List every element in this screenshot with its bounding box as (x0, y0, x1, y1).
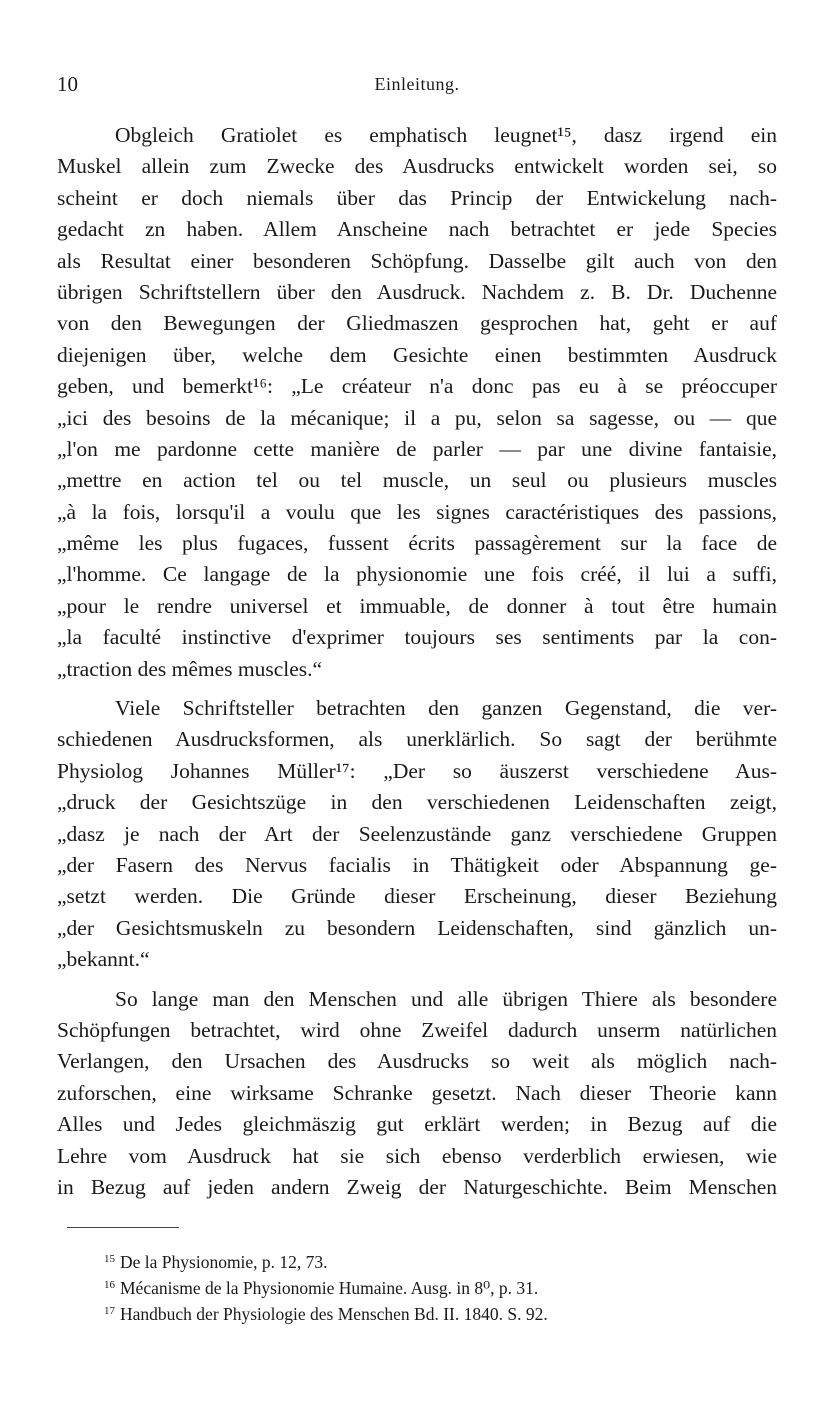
text-line: „traction des mêmes muscles.“ (57, 656, 323, 681)
running-title: Einleitung. (374, 74, 460, 94)
page-number: 10 (57, 72, 78, 96)
footnote-text: Mécanisme de la Physionomie Humaine. Ausg. in 8⁰, p. 31. (120, 1278, 539, 1298)
text-line: „der Gesichtsmuskeln zu besondern Leidenschaften, sind gänzlich un- (57, 915, 777, 940)
text-line: geben, und bemerkt¹⁶: „Le créateur n'a donc pas eu à se préoccuper (57, 374, 777, 399)
text-line: zuforschen, eine wirksame Schranke gesetzt. Nach dieser Theorie kann (57, 1080, 777, 1105)
text-line: Lehre vom Ausdruck hat sie sich ebenso verderblich erwiesen, wie (57, 1143, 777, 1168)
text-line: „à la fois, lorsqu'il a voulu que les signes caractéristiques des passions, (57, 499, 777, 524)
footnote-text: Handbuch der Physiologie des Menschen Bd. II. 1840. S. 92. (120, 1304, 548, 1324)
text-line: in Bezug auf jeden andern Zweig der Naturgeschichte. Beim Menschen (57, 1174, 777, 1199)
footnote-mark: 17 (104, 1305, 115, 1317)
footnotes (104, 1246, 744, 1324)
text-line: Verlangen, den Ursachen des Ausdrucks so weit als möglich nach- (57, 1049, 777, 1074)
footnote (104, 1272, 744, 1298)
paragraph-3 (57, 984, 777, 1204)
running-head (57, 72, 777, 102)
text-line: „setzt werden. Die Gründe dieser Erscheinung, dieser Beziehung (57, 884, 777, 909)
text-line: Physiolog Johannes Müller¹⁷: „Der so äuszerst verschiedene Aus- (57, 758, 777, 783)
footnote-text: De la Physionomie, p. 12, 73. (120, 1252, 328, 1272)
text-line: Alles und Jedes gleichmäszig gut erklärt werden; in Bezug auf die (57, 1112, 777, 1137)
text-line: „druck der Gesichtszüge in den verschiedenen Leidenschaften zeigt, (57, 790, 777, 815)
text-line: „la faculté instinctive d'exprimer toujours ses sentiments par la con- (57, 625, 777, 650)
text-line: als Resultat einer besonderen Schöpfung. Dasselbe gilt auch von den (57, 248, 777, 273)
footnote-mark: 15 (104, 1253, 115, 1265)
text-line: „pour le rendre universel et immuable, de donner à tout être humain (57, 593, 777, 618)
footnote-mark: 16 (104, 1279, 115, 1291)
text-line: diejenigen über, welche dem Gesichte einen bestimmten Ausdruck (57, 342, 777, 367)
body-text (57, 120, 777, 1203)
text-line: Obgleich Gratiolet es emphatisch leugnet¹⁵, dasz irgend ein (115, 123, 777, 147)
text-line: „même les plus fugaces, fussent écrits passagèrement sur la face de (57, 531, 777, 556)
text-line: „ici des besoins de la mécanique; il a pu, selon sa sagesse, ou — que (57, 405, 777, 430)
text-line: Schöpfungen betrachtet, wird ohne Zweifel dadurch unserm natürlichen (57, 1017, 777, 1042)
paragraph-1 (57, 120, 777, 685)
text-line: übrigen Schriftstellern über den Ausdruck. Nachdem z. B. Dr. Duchenne (57, 279, 777, 304)
footnote (104, 1246, 744, 1272)
text-line: „l'on me pardonne cette manière de parler — par une divine fantaisie, (57, 436, 777, 461)
text-line: „dasz je nach der Art der Seelenzustände ganz verschiedene Gruppen (57, 821, 777, 846)
text-line: Viele Schriftsteller betrachten den ganzen Gegenstand, die ver- (115, 696, 777, 721)
footnote-divider (67, 1227, 179, 1228)
footnote (104, 1298, 744, 1324)
text-line: „l'homme. Ce langage de la physionomie une fois créé, il lui a suffi, (57, 562, 777, 587)
text-line: scheint er doch niemals über das Princip der Entwickelung nach- (57, 185, 777, 210)
text-line: von den Bewegungen der Gliedmaszen gesprochen hat, geht er auf (57, 311, 777, 336)
paragraph-2 (57, 693, 777, 976)
text-line: gedacht zn haben. Allem Anscheine nach betrachtet er jede Species (57, 217, 777, 242)
text-line: So lange man den Menschen und alle übrigen Thiere als besondere (115, 986, 777, 1011)
text-line: schiedenen Ausdrucksformen, als unerklärlich. So sagt der berühmte (57, 727, 777, 752)
text-line: Muskel allein zum Zwecke des Ausdrucks entwickelt worden sei, so (57, 154, 777, 179)
text-line: „mettre en action tel ou tel muscle, un seul ou plusieurs muscles (57, 468, 777, 493)
text-line: „bekannt.“ (57, 947, 150, 972)
text-line: „der Fasern des Nervus facialis in Thätigkeit oder Abspannung ge- (57, 852, 777, 877)
